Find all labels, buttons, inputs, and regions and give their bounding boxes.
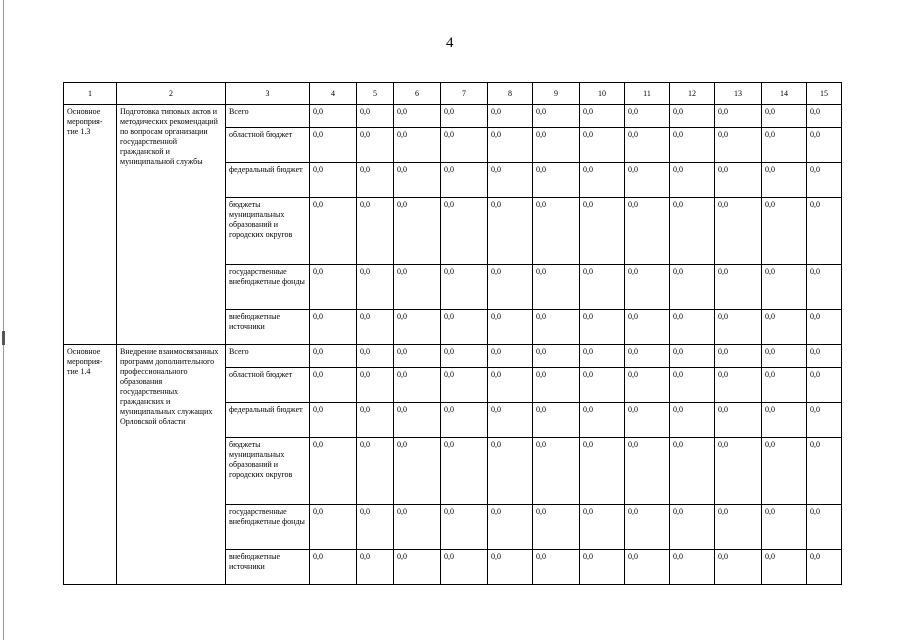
header-cell: 4 [310, 83, 357, 105]
value-cell: 0,0 [533, 310, 580, 345]
value-cell: 0,0 [625, 345, 670, 368]
value-cell: 0,0 [533, 105, 580, 128]
value-cell: 0,0 [394, 265, 441, 310]
value-cell: 0,0 [580, 505, 625, 550]
funding-source-cell: бюджеты муниципальных образований и городских округов [226, 198, 310, 265]
value-cell: 0,0 [670, 505, 715, 550]
funding-source-cell: областной бюджет [226, 368, 310, 403]
header-cell: 15 [807, 83, 842, 105]
value-cell: 0,0 [762, 310, 807, 345]
value-cell: 0,0 [807, 403, 842, 438]
value-cell: 0,0 [670, 345, 715, 368]
value-cell: 0,0 [670, 403, 715, 438]
value-cell: 0,0 [394, 198, 441, 265]
value-cell: 0,0 [580, 310, 625, 345]
value-cell: 0,0 [580, 403, 625, 438]
value-cell: 0,0 [625, 438, 670, 505]
value-cell: 0,0 [580, 265, 625, 310]
value-cell: 0,0 [807, 310, 842, 345]
value-cell: 0,0 [441, 310, 488, 345]
value-cell: 0,0 [762, 345, 807, 368]
value-cell: 0,0 [441, 265, 488, 310]
value-cell: 0,0 [394, 163, 441, 198]
value-cell: 0,0 [625, 368, 670, 403]
funding-source-cell: областной бюджет [226, 128, 310, 163]
value-cell: 0,0 [807, 368, 842, 403]
value-cell: 0,0 [580, 550, 625, 585]
value-cell: 0,0 [441, 368, 488, 403]
value-cell: 0,0 [807, 265, 842, 310]
value-cell: 0,0 [625, 128, 670, 163]
value-cell: 0,0 [357, 368, 394, 403]
binding-mark [2, 331, 5, 345]
value-cell: 0,0 [762, 403, 807, 438]
value-cell: 0,0 [533, 550, 580, 585]
header-cell: 8 [488, 83, 533, 105]
value-cell: 0,0 [715, 198, 762, 265]
value-cell: 0,0 [488, 265, 533, 310]
header-cell: 9 [533, 83, 580, 105]
value-cell: 0,0 [625, 550, 670, 585]
value-cell: 0,0 [533, 128, 580, 163]
value-cell: 0,0 [441, 198, 488, 265]
value-cell: 0,0 [807, 128, 842, 163]
value-cell: 0,0 [441, 163, 488, 198]
header-cell: 7 [441, 83, 488, 105]
value-cell: 0,0 [762, 163, 807, 198]
value-cell: 0,0 [357, 438, 394, 505]
value-cell: 0,0 [670, 310, 715, 345]
value-cell: 0,0 [807, 198, 842, 265]
value-cell: 0,0 [357, 550, 394, 585]
value-cell: 0,0 [310, 345, 357, 368]
value-cell: 0,0 [441, 550, 488, 585]
value-cell: 0,0 [715, 550, 762, 585]
value-cell: 0,0 [670, 128, 715, 163]
value-cell: 0,0 [310, 505, 357, 550]
table-row [64, 105, 842, 128]
value-cell: 0,0 [533, 345, 580, 368]
funding-source-cell: внебюджетные источники [226, 310, 310, 345]
header-cell: 2 [117, 83, 226, 105]
value-cell: 0,0 [488, 505, 533, 550]
value-cell: 0,0 [807, 345, 842, 368]
value-cell: 0,0 [715, 163, 762, 198]
value-cell: 0,0 [762, 438, 807, 505]
value-cell: 0,0 [533, 265, 580, 310]
value-cell: 0,0 [715, 505, 762, 550]
value-cell: 0,0 [310, 403, 357, 438]
value-cell: 0,0 [670, 163, 715, 198]
value-cell: 0,0 [441, 105, 488, 128]
value-cell: 0,0 [625, 310, 670, 345]
value-cell: 0,0 [488, 163, 533, 198]
value-cell: 0,0 [670, 105, 715, 128]
value-cell: 0,0 [762, 105, 807, 128]
value-cell: 0,0 [715, 345, 762, 368]
header-cell: 12 [670, 83, 715, 105]
page-edge-line [3, 0, 4, 640]
value-cell: 0,0 [441, 505, 488, 550]
value-cell: 0,0 [762, 265, 807, 310]
header-cell: 6 [394, 83, 441, 105]
value-cell: 0,0 [625, 403, 670, 438]
value-cell: 0,0 [310, 368, 357, 403]
value-cell: 0,0 [625, 198, 670, 265]
value-cell: 0,0 [441, 438, 488, 505]
funding-source-cell: бюджеты муниципальных образований и городских округов [226, 438, 310, 505]
value-cell: 0,0 [394, 368, 441, 403]
value-cell: 0,0 [488, 403, 533, 438]
value-cell: 0,0 [762, 505, 807, 550]
value-cell: 0,0 [394, 345, 441, 368]
value-cell: 0,0 [580, 368, 625, 403]
header-cell: 3 [226, 83, 310, 105]
value-cell: 0,0 [394, 403, 441, 438]
value-cell: 0,0 [715, 265, 762, 310]
value-cell: 0,0 [310, 550, 357, 585]
value-cell: 0,0 [807, 505, 842, 550]
value-cell: 0,0 [715, 438, 762, 505]
value-cell: 0,0 [357, 163, 394, 198]
value-cell: 0,0 [533, 438, 580, 505]
activity-name-cell: Подготовка типовых актов и методических рекомендаций по вопросам организации государственной гражданской и муниципальной службы [117, 105, 226, 345]
funding-source-cell: Всего [226, 105, 310, 128]
value-cell: 0,0 [580, 438, 625, 505]
value-cell: 0,0 [670, 198, 715, 265]
value-cell: 0,0 [580, 345, 625, 368]
value-cell: 0,0 [533, 505, 580, 550]
value-cell: 0,0 [533, 198, 580, 265]
value-cell: 0,0 [488, 105, 533, 128]
value-cell: 0,0 [357, 128, 394, 163]
value-cell: 0,0 [441, 345, 488, 368]
value-cell: 0,0 [357, 345, 394, 368]
value-cell: 0,0 [357, 310, 394, 345]
value-cell: 0,0 [394, 550, 441, 585]
funding-source-cell: Всего [226, 345, 310, 368]
value-cell: 0,0 [807, 163, 842, 198]
funding-source-cell: федеральный бюджет [226, 163, 310, 198]
value-cell: 0,0 [441, 403, 488, 438]
header-cell: 13 [715, 83, 762, 105]
value-cell: 0,0 [488, 345, 533, 368]
value-cell: 0,0 [310, 265, 357, 310]
value-cell: 0,0 [580, 163, 625, 198]
value-cell: 0,0 [625, 505, 670, 550]
activity-code-cell: Основное мероприя-тие 1.4 [64, 345, 117, 585]
value-cell: 0,0 [488, 550, 533, 585]
value-cell: 0,0 [580, 128, 625, 163]
funding-source-cell: внебюджетные источники [226, 550, 310, 585]
activity-name-cell: Внедрение взаимосвязанных программ дополнительного профессионального образования государственных гражданских и муниципальных служащих Орловской области [117, 345, 226, 585]
value-cell: 0,0 [310, 163, 357, 198]
header-cell: 5 [357, 83, 394, 105]
value-cell: 0,0 [394, 128, 441, 163]
value-cell: 0,0 [488, 310, 533, 345]
value-cell: 0,0 [394, 505, 441, 550]
value-cell: 0,0 [357, 198, 394, 265]
value-cell: 0,0 [357, 505, 394, 550]
value-cell: 0,0 [441, 128, 488, 163]
page-number: 4 [446, 35, 454, 51]
value-cell: 0,0 [715, 128, 762, 163]
value-cell: 0,0 [625, 265, 670, 310]
header-row [64, 83, 842, 105]
value-cell: 0,0 [715, 310, 762, 345]
funding-source-cell: федеральный бюджет [226, 403, 310, 438]
budget-table [63, 82, 842, 585]
header-cell: 14 [762, 83, 807, 105]
funding-source-cell: государственные внебюджетные фонды [226, 505, 310, 550]
header-cell: 11 [625, 83, 670, 105]
value-cell: 0,0 [762, 128, 807, 163]
value-cell: 0,0 [625, 105, 670, 128]
value-cell: 0,0 [670, 550, 715, 585]
value-cell: 0,0 [394, 438, 441, 505]
value-cell: 0,0 [488, 438, 533, 505]
value-cell: 0,0 [807, 438, 842, 505]
value-cell: 0,0 [488, 128, 533, 163]
value-cell: 0,0 [310, 105, 357, 128]
value-cell: 0,0 [357, 403, 394, 438]
value-cell: 0,0 [715, 368, 762, 403]
value-cell: 0,0 [310, 310, 357, 345]
value-cell: 0,0 [807, 550, 842, 585]
table-row [64, 345, 842, 368]
header-cell: 1 [64, 83, 117, 105]
value-cell: 0,0 [310, 438, 357, 505]
funding-source-cell: государственные внебюджетные фонды [226, 265, 310, 310]
value-cell: 0,0 [762, 550, 807, 585]
value-cell: 0,0 [488, 198, 533, 265]
value-cell: 0,0 [580, 198, 625, 265]
value-cell: 0,0 [357, 265, 394, 310]
value-cell: 0,0 [533, 163, 580, 198]
value-cell: 0,0 [670, 368, 715, 403]
value-cell: 0,0 [670, 438, 715, 505]
value-cell: 0,0 [715, 105, 762, 128]
value-cell: 0,0 [580, 105, 625, 128]
header-cell: 10 [580, 83, 625, 105]
value-cell: 0,0 [357, 105, 394, 128]
value-cell: 0,0 [670, 265, 715, 310]
value-cell: 0,0 [394, 105, 441, 128]
value-cell: 0,0 [762, 368, 807, 403]
value-cell: 0,0 [715, 403, 762, 438]
value-cell: 0,0 [310, 198, 357, 265]
value-cell: 0,0 [310, 128, 357, 163]
value-cell: 0,0 [533, 403, 580, 438]
value-cell: 0,0 [488, 368, 533, 403]
value-cell: 0,0 [807, 105, 842, 128]
activity-code-cell: Основное мероприя-тие 1.3 [64, 105, 117, 345]
value-cell: 0,0 [762, 198, 807, 265]
value-cell: 0,0 [625, 163, 670, 198]
value-cell: 0,0 [533, 368, 580, 403]
value-cell: 0,0 [394, 310, 441, 345]
